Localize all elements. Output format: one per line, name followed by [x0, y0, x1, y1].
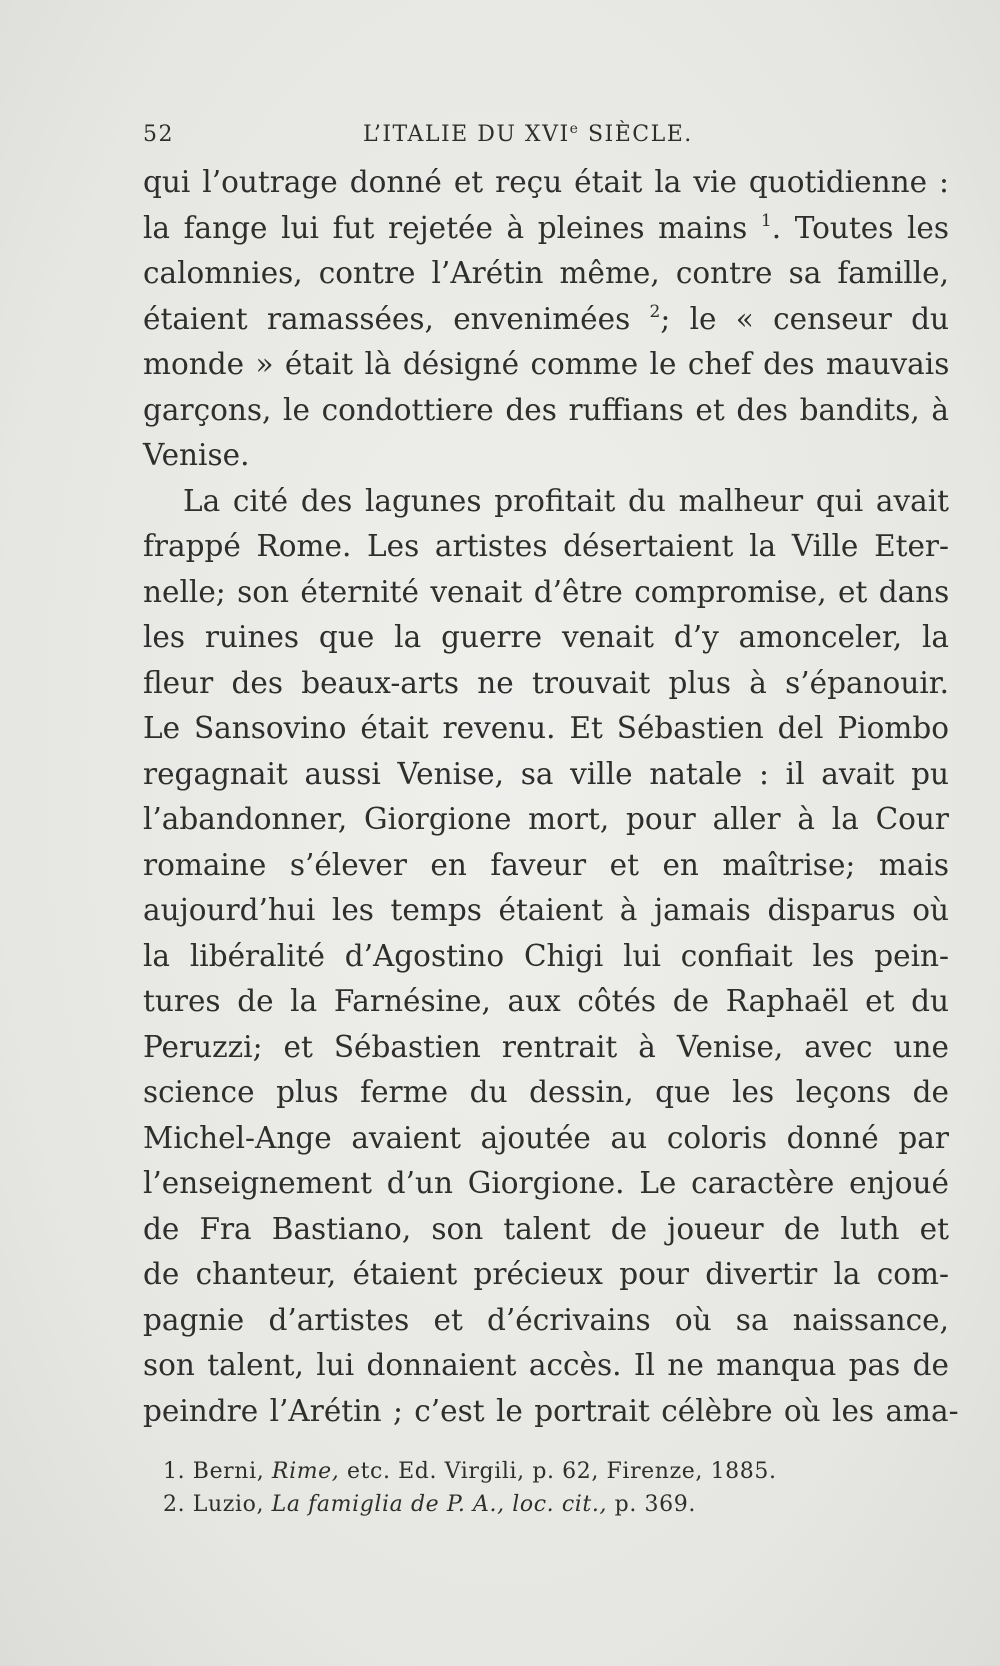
text-line: pagnie d’artistes et d’écrivains où sa naissance,	[143, 1302, 949, 1337]
text-line: monde » était là désigné comme le chef des mauvais	[143, 347, 950, 381]
text-line: science plus ferme du dessin, que les leçons de	[143, 1075, 949, 1109]
footnotes	[163, 1455, 943, 1521]
text-line-end: ; le « censeur du	[660, 301, 949, 336]
running-title-end: SIÈCLE.	[579, 122, 693, 147]
footnote	[163, 1455, 943, 1488]
text-line: peindre l’Arétin ; c’est le portrait célèbre où les ama-	[143, 1393, 959, 1428]
text-line: la libéralité d’Agostino Chigi lui confiait les pein-	[143, 938, 949, 973]
text-line: Michel-Ange avaient ajoutée au coloris donné par	[143, 1120, 949, 1155]
text-line: tures de la Farnésine, aux côtés de Raphaël et du	[143, 984, 949, 1018]
text-line: calomnies, contre l’Arétin même, contre sa famille,	[143, 256, 949, 290]
footnote-rest: p. 369.	[614, 1492, 696, 1517]
footnote-title: La famiglia de P. A., loc. cit.,	[271, 1492, 608, 1517]
text-line: Le Sansovino était revenu. Et Sébastien del Piombo	[143, 711, 949, 745]
footnote-number: 2.	[163, 1492, 186, 1517]
text-line: nelle; son éternité venait d’être compromise, et dans	[143, 574, 950, 609]
text-line	[143, 297, 949, 343]
footnote-title: Rime,	[271, 1459, 340, 1484]
text-line: qui l’outrage donné et reçu était la vie quotidienne :	[143, 165, 949, 199]
text-line-start: la fange lui fut rejetée à pleines mains	[143, 210, 748, 245]
text-line-start: étaient ramassées, envenimées	[143, 301, 631, 336]
text-line: de chanteur, étaient précieux pour divertir la com-	[143, 1257, 949, 1291]
text-line: son talent, lui donnaient accès. Il ne manqua pas de	[143, 1348, 949, 1382]
running-title	[363, 118, 693, 152]
text-line: l’enseignement d’un Giorgione. Le caractère enjoué	[143, 1166, 949, 1200]
running-title-superscript: e	[569, 121, 580, 137]
footnote	[163, 1488, 943, 1521]
text-line: Venise.	[143, 438, 250, 472]
body-text	[143, 160, 959, 1434]
text-line-end: . Toutes les	[771, 210, 949, 245]
text-line: fleur des beaux-arts ne trouvait plus à s’épanouir.	[143, 665, 949, 700]
page-number: 52	[143, 122, 174, 147]
text-line	[143, 206, 949, 252]
text-line: Peruzzi; et Sébastien rentrait à Venise, avec une	[143, 1029, 949, 1064]
text-line: l’abandonner, Giorgione mort, pour aller à la Cour	[143, 802, 949, 836]
page-header	[143, 118, 949, 152]
running-title-main: L’ITALIE DU XVI	[363, 122, 570, 147]
footnote-ref: 1	[760, 210, 772, 231]
footnote-author: Luzio,	[192, 1492, 265, 1517]
text-line: regagnait aussi Venise, sa ville natale : il avait pu	[143, 756, 949, 791]
footnote-ref: 2	[649, 301, 661, 322]
text-line: La cité des lagunes profitait du malheur qui avait	[183, 483, 949, 518]
footnote-author: Berni,	[192, 1459, 265, 1484]
footnote-rest: etc. Ed. Virgili, p. 62, Firenze, 1885.	[346, 1459, 777, 1484]
text-line: frappé Rome. Les artistes désertaient la Ville Eter-	[143, 529, 949, 563]
footnote-number: 1.	[163, 1459, 186, 1484]
text-line: aujourd’hui les temps étaient à jamais disparus où	[143, 893, 949, 927]
text-line: les ruines que la guerre venait d’y amonceler, la	[143, 620, 949, 654]
text-line: romaine s’élever en faveur et en maîtrise; mais	[143, 847, 949, 882]
text-line: de Fra Bastiano, son talent de joueur de luth et	[143, 1211, 949, 1246]
text-line: garçons, le condottiere des ruffians et des bandits, à	[143, 392, 949, 427]
